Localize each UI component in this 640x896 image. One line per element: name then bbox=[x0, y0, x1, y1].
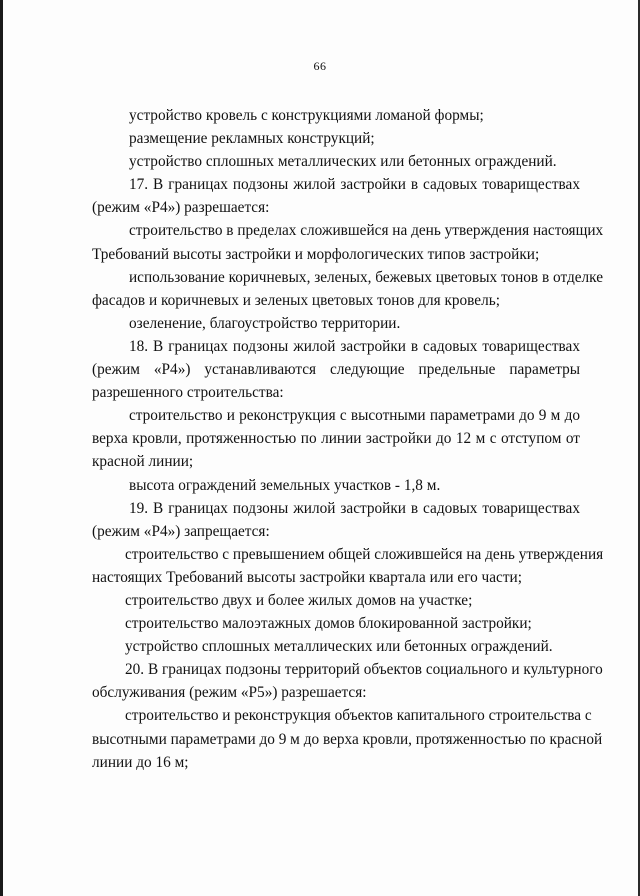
text-line: строительство малоэтажных домов блокированной застройки; bbox=[125, 615, 532, 633]
text-line: озеленение, благоустройство территории. bbox=[129, 314, 401, 332]
text-line: устройство сплошных металлических или бетонных ограждений. bbox=[129, 153, 557, 171]
scan-edge-left bbox=[0, 0, 3, 896]
text-line: линии до 16 м; bbox=[92, 753, 189, 771]
text-line: строительство двух и более жилых домов на участке; bbox=[125, 591, 473, 609]
text-line: высотными параметрами до 9 м до верха кровли, протяженностью по красной bbox=[92, 730, 603, 748]
text-line: красной линии; bbox=[92, 453, 194, 471]
text-line: строительство с превышением общей сложившейся на день утверждения bbox=[125, 545, 604, 563]
text-line: строительство и реконструкция с высотными параметрами до 9 м до bbox=[129, 407, 580, 425]
text-line: высота ограждений земельных участков - 1,8 м. bbox=[129, 476, 441, 494]
text-line: устройство кровель с конструкциями ломаной формы; bbox=[129, 107, 484, 124]
document-body bbox=[92, 104, 604, 774]
text-line: строительство в пределах сложившейся на день утверждения настоящих bbox=[129, 222, 604, 240]
paragraph-19-line: 19. В границах подзоны жилой застройки в садовых товариществах bbox=[129, 499, 580, 517]
text-line: размещение рекламных конструкций; bbox=[129, 130, 375, 148]
text-line: устройство сплошных металлических или бетонных ограждений. bbox=[125, 638, 553, 656]
text-line: настоящих Требований высоты застройки квартала или его части; bbox=[92, 568, 522, 586]
paragraph-17-line: 17. В границах подзоны жилой застройки в садовых товариществах bbox=[129, 176, 580, 194]
text-line: Требований высоты застройки и морфологических типов застройки; bbox=[92, 245, 540, 263]
text-line: (режим «Р4») запрещается: bbox=[92, 522, 270, 540]
text-line: (режим «Р4») разрешается: bbox=[92, 199, 270, 217]
text-line: разрешенного строительства: bbox=[92, 384, 284, 402]
page-number: 66 bbox=[313, 59, 327, 73]
text-line: строительство и реконструкция объектов капитального строительства с bbox=[125, 707, 592, 725]
text-line: верха кровли, протяженностью по линии застройки до 12 м с отступом от bbox=[92, 430, 580, 448]
paragraph-20-line: 20. В границах подзоны территорий объектов социального и культурного bbox=[125, 661, 603, 679]
text-line: (режим «Р4») устанавливаются следующие предельные параметры bbox=[92, 361, 580, 379]
paragraph-18-line: 18. В границах подзоны жилой застройки в садовых товариществах bbox=[129, 337, 580, 355]
text-line: обслуживания (режим «Р5») разрешается: bbox=[92, 684, 367, 702]
text-line: использование коричневых, зеленых, бежевых цветовых тонов в отделке bbox=[129, 268, 603, 286]
text-line: фасадов и коричневых и зеленых цветовых тонов для кровель; bbox=[92, 291, 500, 309]
